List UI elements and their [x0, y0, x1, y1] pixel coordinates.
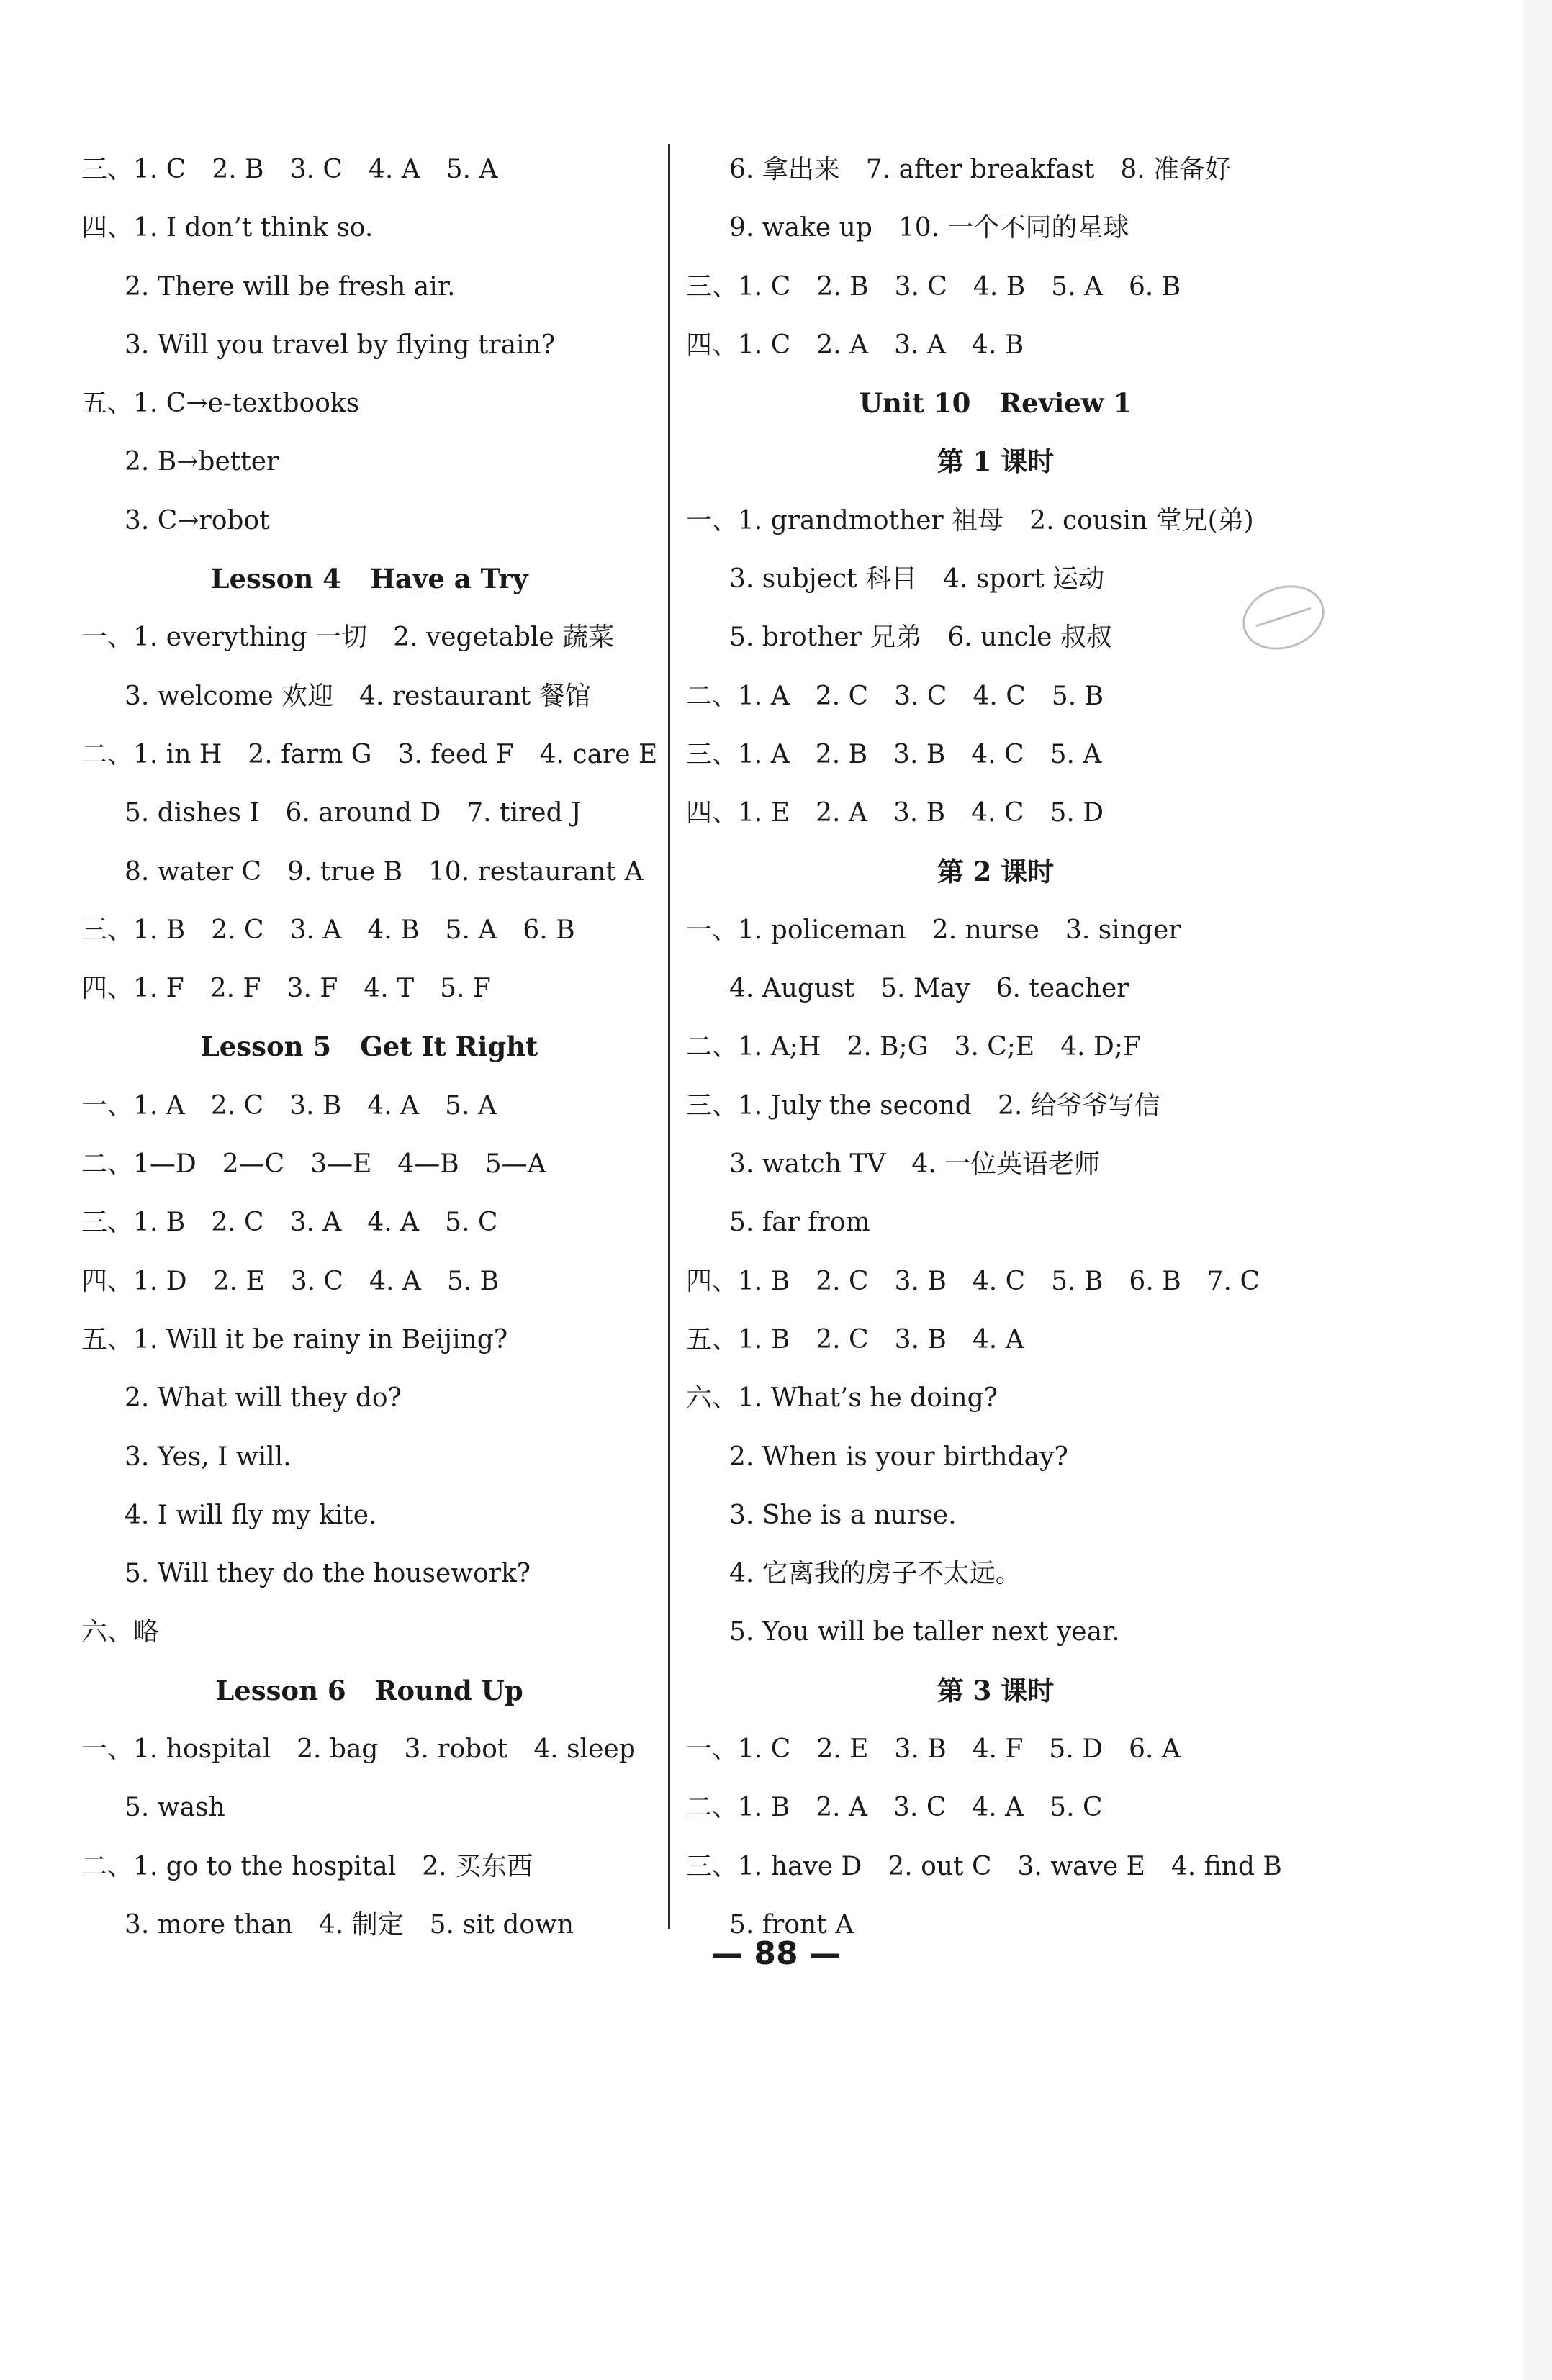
answer-line: 二、1. go to the hospital 2. 买东西 — [81, 1851, 533, 1881]
scan-edge — [1523, 0, 1552, 2380]
answer-subline: 3. Yes, I will. — [125, 1442, 292, 1472]
answer-subline: 4. 它离我的房子不太远。 — [729, 1559, 1021, 1589]
answer-subline: 3. welcome 欢迎 4. restaurant 餐馆 — [125, 681, 591, 711]
answer-line: 三、1. B 2. C 3. A 4. A 5. C — [81, 1208, 498, 1238]
right-answer-column — [686, 140, 1305, 1954]
section-heading — [81, 1018, 657, 1076]
answer-line: 四、1. E 2. A 3. B 4. C 5. D — [686, 798, 1104, 828]
page-number: — 88 — — [711, 1935, 841, 1972]
answer-subline: 5. brother 兄弟 6. uncle 叔叔 — [729, 623, 1112, 653]
answer-subline: 5. far from — [729, 1208, 870, 1238]
answer-subline: 2. When is your birthday? — [729, 1442, 1068, 1472]
section-heading-label: 第 3 课时 — [937, 1674, 1055, 1706]
left-answer-column — [81, 140, 657, 1954]
section-heading — [686, 374, 1305, 433]
answer-line: 五、1. B 2. C 3. B 4. A — [686, 1324, 1024, 1354]
answer-subline: 3. She is a nurse. — [729, 1500, 957, 1530]
answer-subline: 6. 拿出来 7. after breakfast 8. 准备好 — [729, 155, 1232, 184]
section-heading-label: Lesson 5 — [200, 1031, 332, 1063]
answer-subline: 3. Will you travel by flying train? — [125, 330, 556, 360]
answer-line: 五、1. Will it be rainy in Beijing? — [81, 1324, 508, 1354]
answer-subline: 3. watch TV 4. 一位英语老师 — [729, 1149, 1101, 1180]
section-heading-label: 第 1 课时 — [937, 445, 1055, 478]
answer-line: 二、1—D 2—C 3—E 4—B 5—A — [81, 1149, 546, 1180]
answer-subline: 8. water C 9. true B 10. restaurant A — [125, 856, 644, 887]
answer-line: 四、1. D 2. E 3. C 4. A 5. B — [81, 1266, 500, 1296]
section-heading — [81, 1662, 657, 1720]
answer-subline: 2. B→better — [125, 447, 279, 477]
answer-subline: 3. subject 科目 4. sport 运动 — [729, 564, 1105, 594]
answer-line: 二、1. in H 2. farm G 3. feed F 4. care E — [81, 739, 658, 769]
answer-subline: 5. front A — [729, 1909, 854, 1940]
answer-line: 三、1. C 2. B 3. C 4. B 5. A 6. B — [686, 271, 1181, 302]
answer-line: 二、1. B 2. A 3. C 4. A 5. C — [686, 1793, 1103, 1823]
answer-line: 四、1. I don’t think so. — [81, 213, 374, 243]
section-heading — [81, 550, 657, 608]
answer-subline: 4. August 5. May 6. teacher — [729, 974, 1129, 1004]
section-heading — [686, 1662, 1305, 1720]
answer-line: 一、1. A 2. C 3. B 4. A 5. A — [81, 1090, 497, 1121]
answer-line: 五、1. C→e-textbooks — [81, 389, 360, 419]
answer-line: 六、1. What’s he doing? — [686, 1383, 998, 1413]
section-heading-title: Round Up — [374, 1674, 523, 1706]
answer-line: 一、1. policeman 2. nurse 3. singer — [686, 915, 1181, 945]
section-heading-title: Review 1 — [999, 387, 1132, 420]
column-divider — [668, 144, 670, 1929]
answer-line: 三、1. A 2. B 3. B 4. C 5. A — [686, 739, 1102, 769]
answer-line: 二、1. A;H 2. B;G 3. C;E 4. D;F — [686, 1032, 1141, 1062]
answer-line: 四、1. C 2. A 3. A 4. B — [686, 330, 1024, 360]
section-heading — [686, 433, 1305, 491]
answer-subline: 3. more than 4. 制定 5. sit down — [125, 1909, 574, 1940]
answer-line: 六、略 — [81, 1617, 160, 1647]
answer-line: 一、1. grandmother 祖母 2. cousin 堂兄(弟) — [686, 505, 1254, 535]
section-heading-title: Get It Right — [360, 1031, 538, 1063]
section-heading-label: Lesson 4 — [210, 563, 341, 595]
answer-subline: 5. wash — [125, 1793, 225, 1823]
section-heading-title: Have a Try — [369, 563, 528, 595]
answer-line: 一、1. C 2. E 3. B 4. F 5. D 6. A — [686, 1734, 1181, 1765]
answer-line: 三、1. July the second 2. 给爷爷写信 — [686, 1090, 1160, 1121]
answer-subline: 5. dishes I 6. around D 7. tired J — [125, 798, 582, 828]
answer-line: 三、1. have D 2. out C 3. wave E 4. find B — [686, 1851, 1282, 1881]
section-heading-label: Lesson 6 — [215, 1674, 346, 1706]
answer-subline: 5. Will they do the housework? — [125, 1559, 531, 1589]
section-heading-label: Unit 10 — [859, 387, 971, 420]
answer-line: 四、1. B 2. C 3. B 4. C 5. B 6. B 7. C — [686, 1266, 1260, 1296]
answer-subline: 2. What will they do? — [125, 1383, 402, 1413]
answer-line: 一、1. hospital 2. bag 3. robot 4. sleep — [81, 1734, 636, 1765]
answer-subline: 9. wake up 10. 一个不同的星球 — [729, 213, 1129, 243]
answer-line: 三、1. C 2. B 3. C 4. A 5. A — [81, 155, 498, 184]
answer-subline: 2. There will be fresh air. — [125, 271, 456, 302]
answer-line: 二、1. A 2. C 3. C 4. C 5. B — [686, 681, 1104, 711]
answer-subline: 5. You will be taller next year. — [729, 1617, 1120, 1647]
answer-line: 一、1. everything 一切 2. vegetable 蔬菜 — [81, 623, 615, 653]
section-heading — [686, 843, 1305, 901]
section-heading-label: 第 2 课时 — [937, 855, 1055, 887]
answer-line: 四、1. F 2. F 3. F 4. T 5. F — [81, 974, 491, 1004]
answer-subline: 3. C→robot — [125, 505, 270, 535]
answer-line: 三、1. B 2. C 3. A 4. B 5. A 6. B — [81, 915, 575, 945]
answer-subline: 4. I will fly my kite. — [125, 1500, 377, 1530]
